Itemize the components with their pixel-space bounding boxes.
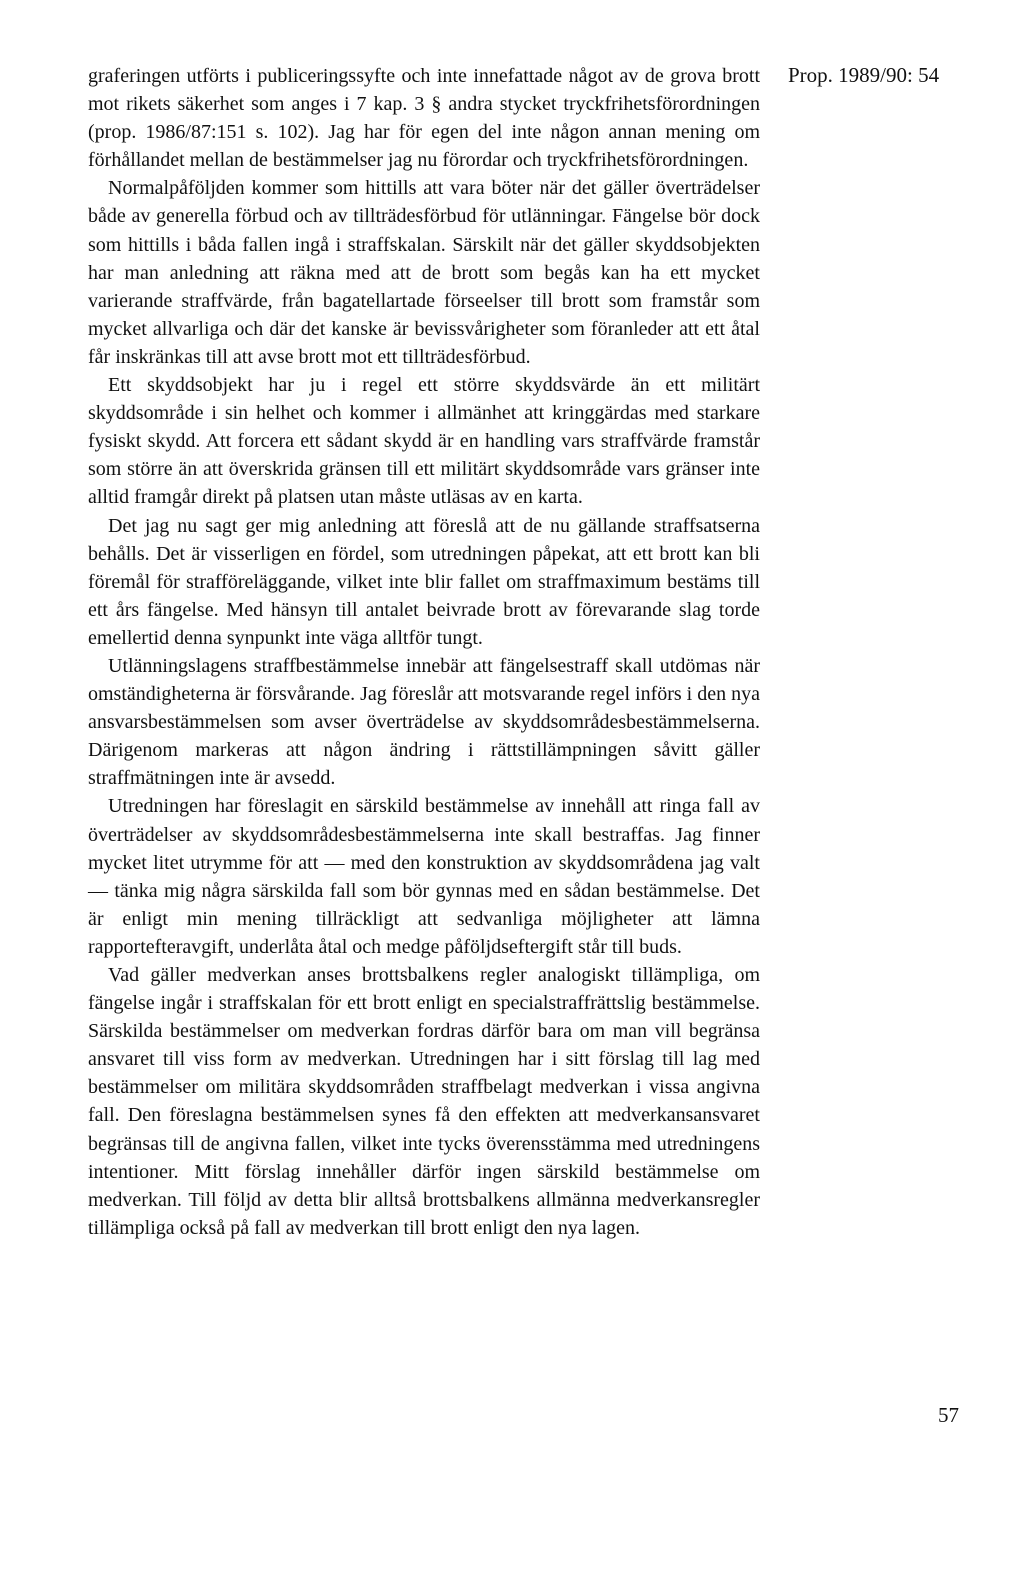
- document-reference: Prop. 1989/90: 54: [788, 63, 940, 87]
- paragraph-1: graferingen utförts i publiceringssyfte och inte innefattade något av de grova brott mot rikets säkerhet som anges i 7 kap. 3 § andra stycket tryckfrihetsförordningen (prop. 1986/87:151 s. 102). Jag har för egen del inte någon annan mening om förhållandet mellan de bestämmelser jag nu förordar och tryckfrihetsförordningen.: [88, 65, 760, 172]
- paragraph-6: Utredningen har föreslagit en särskild bestämmelse av innehåll att ringa fall av överträdelser av skyddsområdesbestämmelserna inte skall bestraffas. Jag finner mycket litet utrymme för att — med den konstruktion av skyddsområdena jag valt — tänka mig några särskilda fall som bör gynnas med en sådan bestämmelse. Det är enligt min mening tillräckligt att sedvanliga möjligheter att lämna rapportefteravgift, underlåta åtal och medge påföljdseftergift står till buds.: [88, 795, 760, 958]
- paragraph-4: Det jag nu sagt ger mig anledning att föreslå att de nu gällande straffsatserna behålls. Det är visserligen en fördel, som utredningen påpekat, att ett brott kan bli föremål för strafföreläggande, vilket inte blir fallet om straffmaximum bestäms till ett års fängelse. Med hänsyn till antalet beivrade brott av förevarande slag torde emellertid denna synpunkt inte väga alltför tungt.: [88, 514, 760, 649]
- paragraph-7: Vad gäller medverkan anses brottsbalkens regler analogiskt tillämpliga, om fängelse ingår i straffskalan för ett brott enligt en specialstraffrättslig bestämmelse. Särskilda bestämmelser om medverkan fordras därför bara om man vill begränsa ansvaret till viss form av medverkan. Utredningen har i sitt förslag till lag med bestämmelser om militära skyddsområden straffbelagt medverkan i vissa angivna fall. Den föreslagna bestämmelsen synes få den effekten att medverkansansvaret begränsas till de angivna fallen, vilket inte tycks överensstämma med utredningens intentioner. Mitt förslag innehåller därför ingen särskild bestämmelse om medverkan. Till följd av detta blir alltså brottsbalkens allmänna medverkansregler tillämpliga också på fall av medverkan till brott enligt den nya lagen.: [88, 964, 760, 1239]
- paragraph-3: Ett skyddsobjekt har ju i regel ett större skyddsvärde än ett militärt skyddsområde i sin helhet och kommer i allmänhet att kringgärdas med starkare fysiskt skydd. Att forcera ett sådant skydd är en handling vars straffvärde framstår som större än att överskrida gränsen till ett militärt skyddsområde vars gränser inte alltid framgår direkt på platsen utan måste utläsas av en karta.: [88, 374, 760, 509]
- paragraph-2: Normalpåföljden kommer som hittills att vara böter när det gäller överträdelser både av generella förbud och av tillträdesförbud för utlänningar. Fängelse bör dock som hittills i båda fallen ingå i straffskalan. Särskilt när det gäller skyddsobjekten har man anledning att räkna med att de brott som begås kan ha ett mycket varierande straffvärde, från bagatellartade förseelser till brott som framstår som mycket allvarliga och där det kanske är bevissvårigheter som föranleder att ett åtal får inskränkas till att avse brott mot ett tillträdesförbud.: [88, 177, 760, 368]
- page-number: 57: [938, 1403, 959, 1427]
- body-text: [88, 62, 760, 1242]
- paragraph-5: Utlänningslagens straffbestämmelse innebär att fängelsestraff skall utdömas när omständigheterna är försvårande. Jag föreslår att motsvarande regel införs i den nya ansvarsbestämmelsen som avser överträdelse av skyddsområdesbestämmelserna. Därigenom markeras att någon ändring i rättstillämpningen såvitt gäller straffmätningen inte är avsedd.: [88, 654, 760, 790]
